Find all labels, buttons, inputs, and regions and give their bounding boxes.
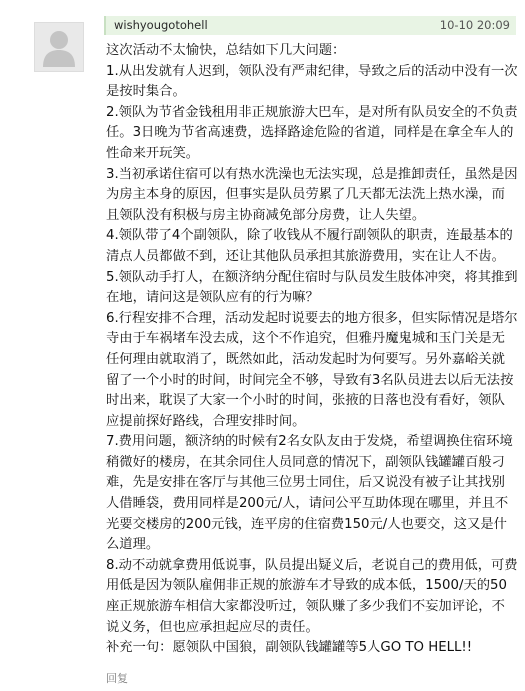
post-paragraph: 8.动不动就拿费用低说事，队员提出疑义后，老说自己的费用低，可费用低是因为领队雇佣非正规的旅游车才导致的成本低，1500/天的50座正规旅游车相信大家都没听过，领队赚了多少我们不妄加评论，不说义务，但也应承担起应尽的责任。 [106, 557, 518, 635]
post-paragraph: 6.行程安排不合理，活动发起时说要去的地方很多，但实际情况是塔尔寺由于车祸堵车没去成，这个不作追究，但雅丹魔鬼城和玉门关是无任何理由就取消了，既然如此，活动发起时为何要写。另外嘉峪关就留了一个小时的时间，时间完全不够，导致有3名队员进去以后无法按时出来，耽误了大家一个小时的时间，张掖的日落也没有看好，领队应提前探好路线，合理安排时间。 [106, 310, 518, 429]
post-paragraph: 3.当初承诺住宿可以有热水洗澡也无法实现，总是推卸责任，虽然是因为房主本身的原因，但事实是队员劳累了几天都无法洗上热水澡，而且领队没有积极与房主协商减免部分房费，让人失望。 [106, 166, 518, 223]
reply-link[interactable]: 回复 [106, 672, 128, 685]
post-paragraph: 5.领队动手打人，在额济纳分配住宿时与队员发生肢体冲突，将其推到在地，请问这是领队应有的行为嘛？ [106, 269, 518, 306]
post-paragraph: 补充一句：愿领队中国狼，副领队钱罐罐等5人GO TO HELL!! [106, 640, 473, 656]
post-paragraph: 7.费用问题，额济纳的时候有2名女队友由于发烧，希望调换住宿环境稍微好的楼房，在其余同住人员同意的情况下，副领队钱罐罐百般刁难，先是安排在客厅与其他三位男士同住，后又说没有被子让其找别人借睡袋，费用同样是200元/人，请问公平互助体现在哪里，并且不光要交楼房的200元钱，连平房的住宿费150元/人也要交，这又是什么道理。 [106, 434, 513, 553]
default-user-icon [35, 23, 83, 71]
post-paragraph: 4.领队带了4个副领队，除了收钱从不履行副领队的职责，连最基本的清点人员都做不到，还让其他队员承担其旅游费用，实在让人不齿。 [106, 228, 513, 264]
avatar[interactable] [34, 22, 84, 72]
post-paragraph: 2.领队为节省金钱租用非正规旅游大巴车，是对所有队员安全的不负责任。3日晚为节省高速费，选择路途危险的省道，同样是在拿全车人的性命来开玩笑。 [106, 104, 518, 161]
post-content [106, 41, 518, 659]
post-header [104, 16, 516, 35]
post-timestamp: 10-10 20:09 [439, 18, 510, 32]
username[interactable]: wishyougotohell [114, 18, 208, 32]
post-paragraph: 这次活动不太愉快，总结如下几大问题： [106, 43, 346, 58]
post-paragraph: 1.从出发就有人迟到，领队没有严肃纪律，导致之后的活动中没有一次是按时集合。 [106, 63, 518, 100]
